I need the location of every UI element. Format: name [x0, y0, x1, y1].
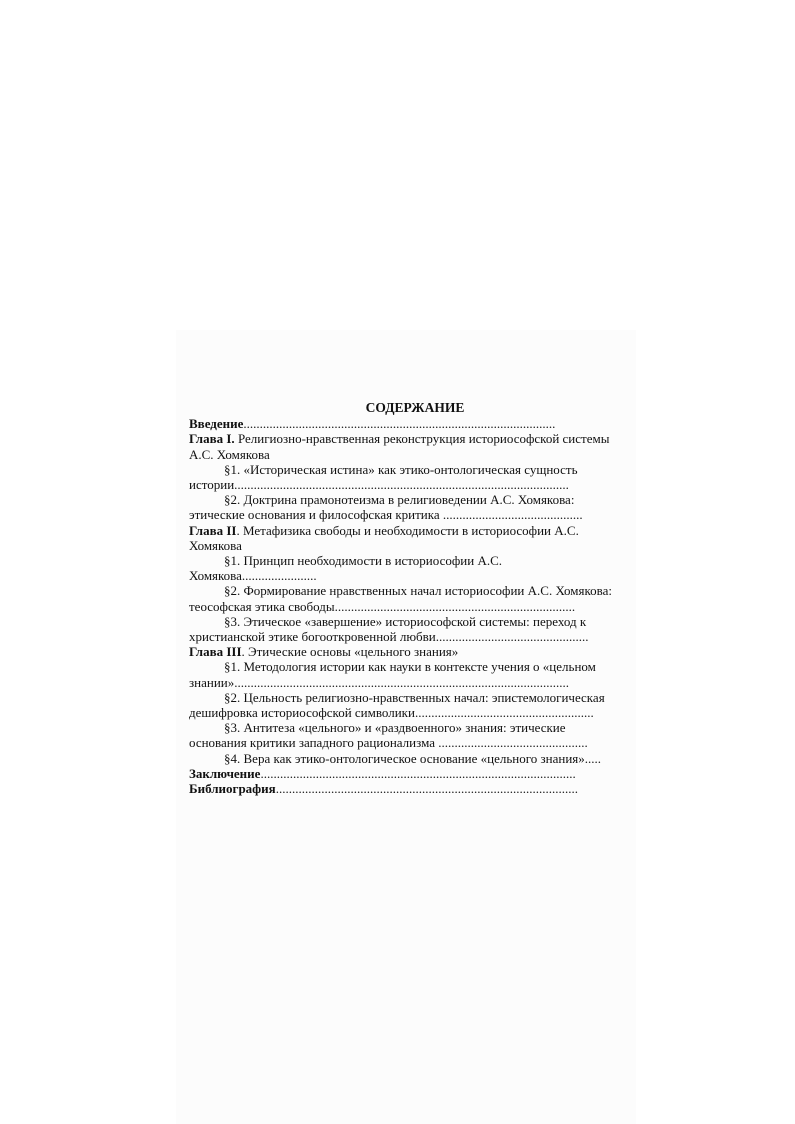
chapter-3-section-3-line-1: §3. Антитеза «цельного» и «раздвоенного» знания: этические	[224, 720, 566, 736]
toc-chapter-3	[189, 644, 629, 659]
table-of-contents	[189, 400, 629, 796]
intro-label: Введение	[189, 416, 244, 432]
chapter-1-section-1-line-1: §1. «Историческая истина» как этико-онтологическая сущность	[224, 461, 578, 477]
chapter-3-section-3-line-2: основания критики западного рационализма ..............................................	[189, 735, 588, 751]
chapter-2-section-3-line-2: христианской этике богооткровенной любви...............................................	[189, 629, 589, 645]
chapter-2-section-1-line-1: §1. Принцип необходимости в историософии А.С.	[224, 553, 503, 569]
chapter-3-title-line-1: . Этические основы «цельного знания»	[241, 644, 459, 660]
chapter-1-section-2-line-1: §2. Доктрина прамонотеизма в религиоведении А.С. Хомякова:	[224, 492, 575, 508]
toc-entry-bibliography	[189, 781, 629, 796]
toc-chapter-2	[189, 523, 629, 538]
chapter-1-section-2-line-2: этические основания и философская критика ...........................................	[189, 507, 583, 523]
chapter-2-label: Глава II	[189, 522, 237, 538]
chapter-3-section-2-line-2: дешифровка историософской символики.......................................................	[189, 705, 594, 721]
conclusion-dots: .................................................................................................	[260, 765, 576, 781]
chapter-3-section-1-line-2: знании».......................................................................................................	[189, 674, 569, 690]
chapter-1-title-line-2: А.С. Хомякова	[189, 446, 270, 462]
chapter-3-section-1-line-1: §1. Методология истории как науки в контексте учения о «цельном	[224, 659, 596, 675]
toc-title: СОДЕРЖАНИЕ	[365, 400, 465, 415]
chapter-3-section-4-line-1: §4. Вера как этико-онтологическое основание «цельного знания».....	[224, 750, 602, 766]
chapter-1-section-1-line-2: истории.......................................................................................................	[189, 477, 569, 493]
chapter-3-section-2-line-1: §2. Цельность религиозно-нравственных начал: эпистемологическая	[224, 689, 605, 705]
chapter-2-title-line-1: . Метафизика свободы и необходимости в историософии А.С.	[236, 522, 579, 538]
toc-entry-conclusion	[189, 766, 629, 781]
chapter-3-label: Глава III	[189, 644, 242, 660]
intro-dots: ................................................................................................	[243, 416, 556, 432]
bibliography-dots: .............................................................................................	[275, 781, 578, 797]
chapter-2-title-line-2: Хомякова	[189, 537, 242, 553]
chapter-2-section-1-line-2: Хомякова.......................	[189, 568, 317, 584]
chapter-2-section-2-line-2: теософская этика свободы..........................................................................	[189, 598, 576, 614]
chapter-1-label: Глава I.	[189, 431, 235, 447]
toc-entry-intro	[189, 416, 629, 431]
bibliography-label: Библиография	[189, 781, 276, 797]
toc-chapter-1	[189, 431, 629, 446]
chapter-2-section-2-line-1: §2. Формирование нравственных начал историософии А.С. Хомякова:	[224, 583, 612, 599]
conclusion-label: Заключение	[189, 765, 261, 781]
chapter-1-title-line-1: Религиозно-нравственная реконструкция историософской системы	[234, 431, 610, 447]
chapter-2-section-3-line-1: §3. Этическое «завершение» историософской системы: переход к	[224, 613, 587, 629]
